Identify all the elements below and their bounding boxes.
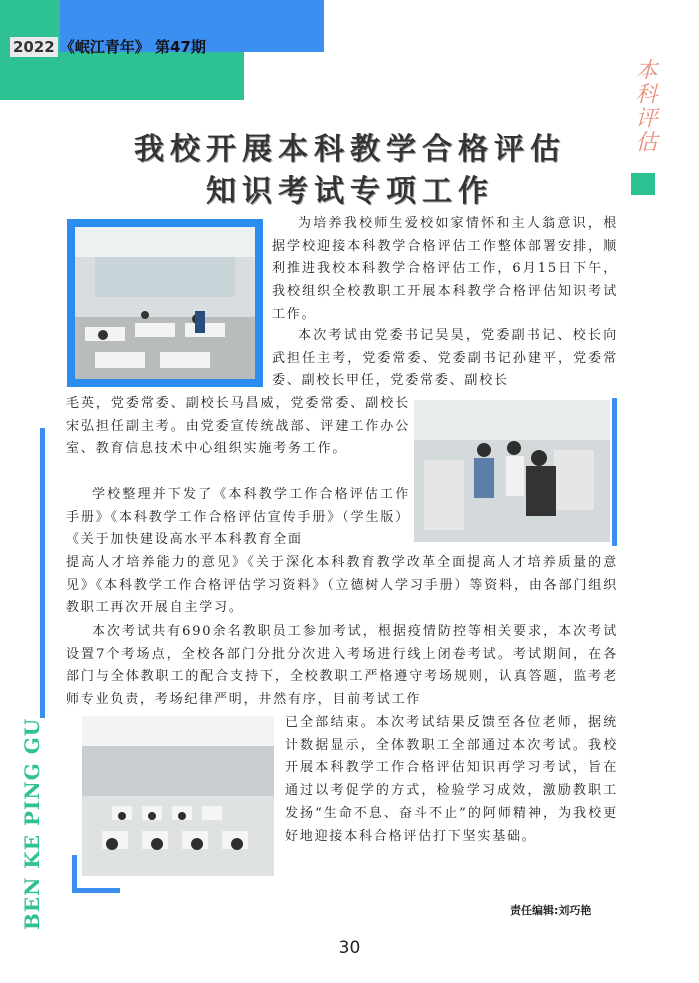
section-label-english: BEN KE PING GU bbox=[20, 717, 44, 930]
photo-corner-vertical bbox=[72, 855, 77, 893]
issue-year: 2022 bbox=[10, 37, 58, 57]
paragraph-materials-bottom: 提高人才培养能力的意见》《关于深化本科教育教学改革全面提高人才培养质量的意见》《本科教学工作合格评估学习资料》（立德树人学习手册）等资料，由各部门组织教职工再次开展自主学习。 bbox=[66, 555, 618, 616]
paragraph-examiners-top: 本次考试由党委书记吴昊，党委副书记、校长向武担任主考，党委常委、党委副书记孙建平，党委常委、副校长甲任，党委常委、副校长 bbox=[272, 328, 618, 389]
editor-credit: 责任编辑:刘巧艳 bbox=[510, 904, 592, 917]
photo-accent-line bbox=[612, 398, 617, 546]
exam-room-photo-3 bbox=[82, 716, 274, 876]
paragraph-exam-details: 本次考试共有690余名教职员工参加考试，根据疫情防控等相关要求，本次考试设置7个考场点，全校各部门分批分次进入考场进行线上闭卷考试。考试期间，在各部门与全体教职工的配合支持下，全校教职工严格遵守考场规则，认真答题，监考老师专业负责，考场纪律严明，井然有序，目前考试工作 bbox=[66, 624, 618, 708]
issue-header bbox=[10, 36, 206, 57]
exam-room-photo-1 bbox=[75, 227, 255, 379]
section-label: 本科评估 bbox=[632, 58, 657, 154]
paragraph-conclusion: 已全部结束。本次考试结果反馈至各位老师，据统计数据显示，全体教职工全部通过本次考试。我校开展本科教学工作合格评估知识再学习考试，旨在通过以考促学的方式，检验学习成效，激励教职工发扬“生命不息、奋斗不止”的阿师精神，为我校更好地迎接本科合格评估打下坚实基础。 bbox=[285, 715, 618, 844]
article-title-line1: 我校开展本科教学合格评估 bbox=[134, 132, 566, 167]
paragraph-materials-top: 学校整理并下发了《本科教学工作合格评估工作手册》《本科教学工作合格评估宣传手册》（学生版）《关于加快建设高水平本科教育全面 bbox=[66, 487, 410, 548]
paragraph-intro: 为培养我校师生爱校如家情怀和主人翁意识，根据学校迎接本科教学合格评估工作整体部署安排，顺利推进我校本科教学合格评估工作，6月15日下午，我校组织全校教职工开展本科教学合格评估知识考试工作。 bbox=[272, 216, 618, 322]
left-accent-bar bbox=[40, 428, 45, 718]
page-number: 30 bbox=[338, 938, 361, 958]
magazine-name: 《岷江青年》 bbox=[59, 38, 150, 56]
issue-number: 第47期 bbox=[155, 38, 206, 56]
paragraph-examiners-bottom: 毛英，党委常委、副校长马昌威，党委常委、副校长宋弘担任副主考。由党委宣传统战部、评建工作办公室、教育信息技术中心组织实施考务工作。 bbox=[66, 396, 410, 457]
exam-room-photo-2 bbox=[414, 400, 610, 542]
photo-corner-horizontal bbox=[72, 888, 120, 893]
article-title-line2: 知识考试专项工作 bbox=[206, 174, 494, 209]
